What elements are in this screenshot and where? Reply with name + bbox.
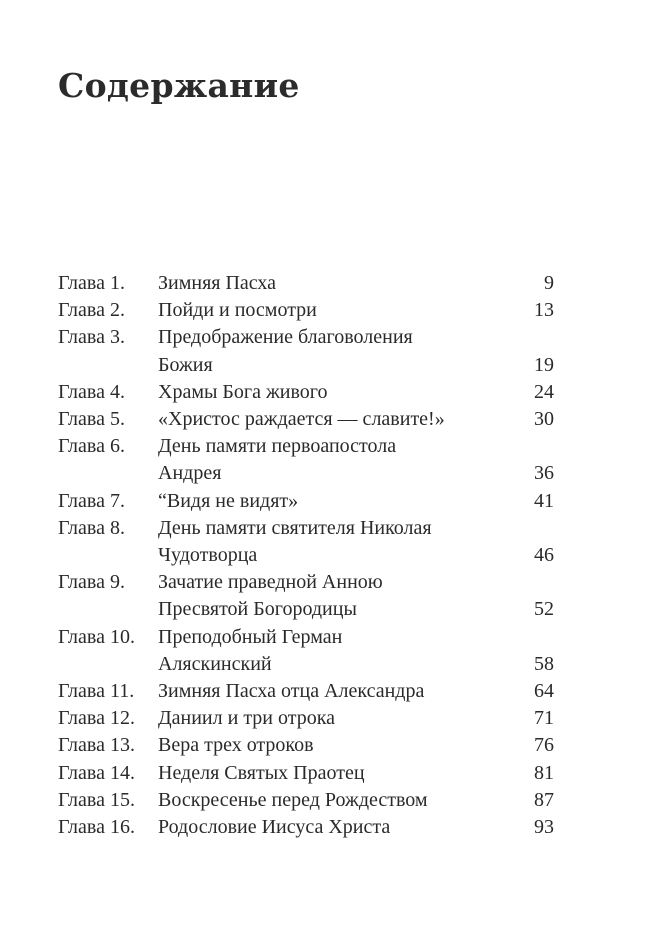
chapter-label: Глава 7. bbox=[58, 489, 125, 512]
toc-entry bbox=[58, 433, 554, 487]
chapter-title-line: “Видя не видят» bbox=[158, 489, 299, 512]
chapter-label: Глава 1. bbox=[58, 272, 125, 294]
chapter-title-line: Чудотворца bbox=[158, 544, 258, 567]
toc-entry bbox=[58, 379, 554, 406]
chapter-label: Глава 2. bbox=[58, 299, 125, 322]
chapter-label: Глава 9. bbox=[58, 571, 125, 594]
chapter-label: Глава 3. bbox=[58, 326, 125, 349]
chapter-title bbox=[158, 569, 514, 623]
page-number: 52 bbox=[534, 598, 554, 621]
chapter-title bbox=[158, 678, 514, 705]
toc-entry bbox=[58, 324, 554, 378]
chapter-title bbox=[158, 324, 514, 378]
chapter-title bbox=[158, 705, 514, 732]
chapter-title-line: Пресвятой Богородицы bbox=[158, 598, 357, 621]
toc-entry bbox=[58, 624, 554, 678]
chapter-title-line: Андрея bbox=[158, 462, 222, 485]
chapter-label: Глава 6. bbox=[58, 435, 125, 458]
chapter-title bbox=[158, 406, 514, 433]
chapter-title bbox=[158, 624, 514, 678]
page-number: 71 bbox=[534, 707, 554, 730]
page-number: 19 bbox=[534, 353, 554, 376]
chapter-label: Глава 11. bbox=[58, 680, 135, 703]
chapter-title-line: Предображение благоволения bbox=[158, 326, 413, 349]
toc-entry bbox=[58, 678, 554, 705]
chapter-title-line: Пойди и посмотри bbox=[158, 299, 317, 322]
chapter-label: Глава 10. bbox=[58, 625, 135, 648]
chapter-title-line: Храмы Бога живого bbox=[158, 380, 328, 403]
chapter-title bbox=[158, 515, 514, 569]
chapter-title-line: Зимняя Пасха отца Александра bbox=[158, 680, 425, 703]
chapter-title-line: Аляскинский bbox=[158, 652, 272, 675]
chapter-title-line: Родословие Иисуса Христа bbox=[158, 816, 391, 839]
toc-entry bbox=[58, 406, 554, 433]
chapter-title-line: Вера трех отроков bbox=[158, 734, 314, 757]
toc-entry bbox=[58, 488, 554, 515]
toc-entry bbox=[58, 732, 554, 759]
chapter-title bbox=[158, 433, 514, 487]
page-number: 76 bbox=[534, 734, 554, 757]
toc-entry bbox=[58, 760, 554, 787]
chapter-title bbox=[158, 270, 514, 297]
page-number: 13 bbox=[534, 299, 554, 322]
page-number: 58 bbox=[534, 652, 554, 675]
chapter-label: Глава 12. bbox=[58, 707, 135, 730]
chapter-title-line: Преподобный Герман bbox=[158, 625, 343, 648]
chapter-label: Глава 15. bbox=[58, 788, 135, 811]
chapter-label: Глава 13. bbox=[58, 734, 135, 757]
page-number: 81 bbox=[534, 761, 554, 784]
chapter-title-line: Воскресенье перед Рождеством bbox=[158, 788, 428, 811]
page-title: Содержание bbox=[58, 66, 300, 105]
page-number: 64 bbox=[534, 680, 554, 703]
chapter-label: Глава 5. bbox=[58, 408, 125, 431]
toc-entry bbox=[58, 515, 554, 569]
chapter-title-line: Зачатие праведной Анною bbox=[158, 571, 383, 594]
chapter-title bbox=[158, 488, 514, 515]
page-number: 41 bbox=[534, 489, 554, 512]
chapter-title-line: «Христос раждается — славите!» bbox=[158, 408, 445, 431]
page-number: 36 bbox=[534, 462, 554, 485]
chapter-label: Глава 8. bbox=[58, 516, 125, 539]
chapter-title-line: День памяти святителя Николая bbox=[158, 516, 432, 539]
chapter-title-line: Даниил и три отрока bbox=[158, 707, 336, 730]
chapter-title bbox=[158, 814, 514, 841]
page-number: 9 bbox=[544, 272, 554, 294]
chapter-label: Глава 4. bbox=[58, 380, 125, 403]
toc-entry bbox=[58, 705, 554, 732]
toc-entry bbox=[58, 270, 554, 297]
table-of-contents bbox=[58, 270, 554, 841]
page-number: 30 bbox=[534, 408, 554, 431]
page-number: 93 bbox=[534, 816, 554, 839]
chapter-title bbox=[158, 732, 514, 759]
chapter-title bbox=[158, 760, 514, 787]
chapter-label: Глава 14. bbox=[58, 761, 135, 784]
toc-entry bbox=[58, 297, 554, 324]
page-number: 24 bbox=[534, 380, 554, 403]
toc-entry bbox=[58, 814, 554, 841]
chapter-label: Глава 16. bbox=[58, 816, 135, 839]
chapter-title-line: День памяти первоапостола bbox=[158, 435, 397, 458]
toc-entry bbox=[58, 569, 554, 623]
chapter-title-line: Зимняя Пасха bbox=[158, 272, 277, 294]
chapter-title bbox=[158, 787, 514, 814]
chapter-title-line: Неделя Святых Праотец bbox=[158, 761, 365, 784]
chapter-title bbox=[158, 297, 514, 324]
toc-entry bbox=[58, 787, 554, 814]
page-number: 46 bbox=[534, 544, 554, 567]
chapter-title-line: Божия bbox=[158, 353, 213, 376]
chapter-title bbox=[158, 379, 514, 406]
page-number: 87 bbox=[534, 788, 554, 811]
